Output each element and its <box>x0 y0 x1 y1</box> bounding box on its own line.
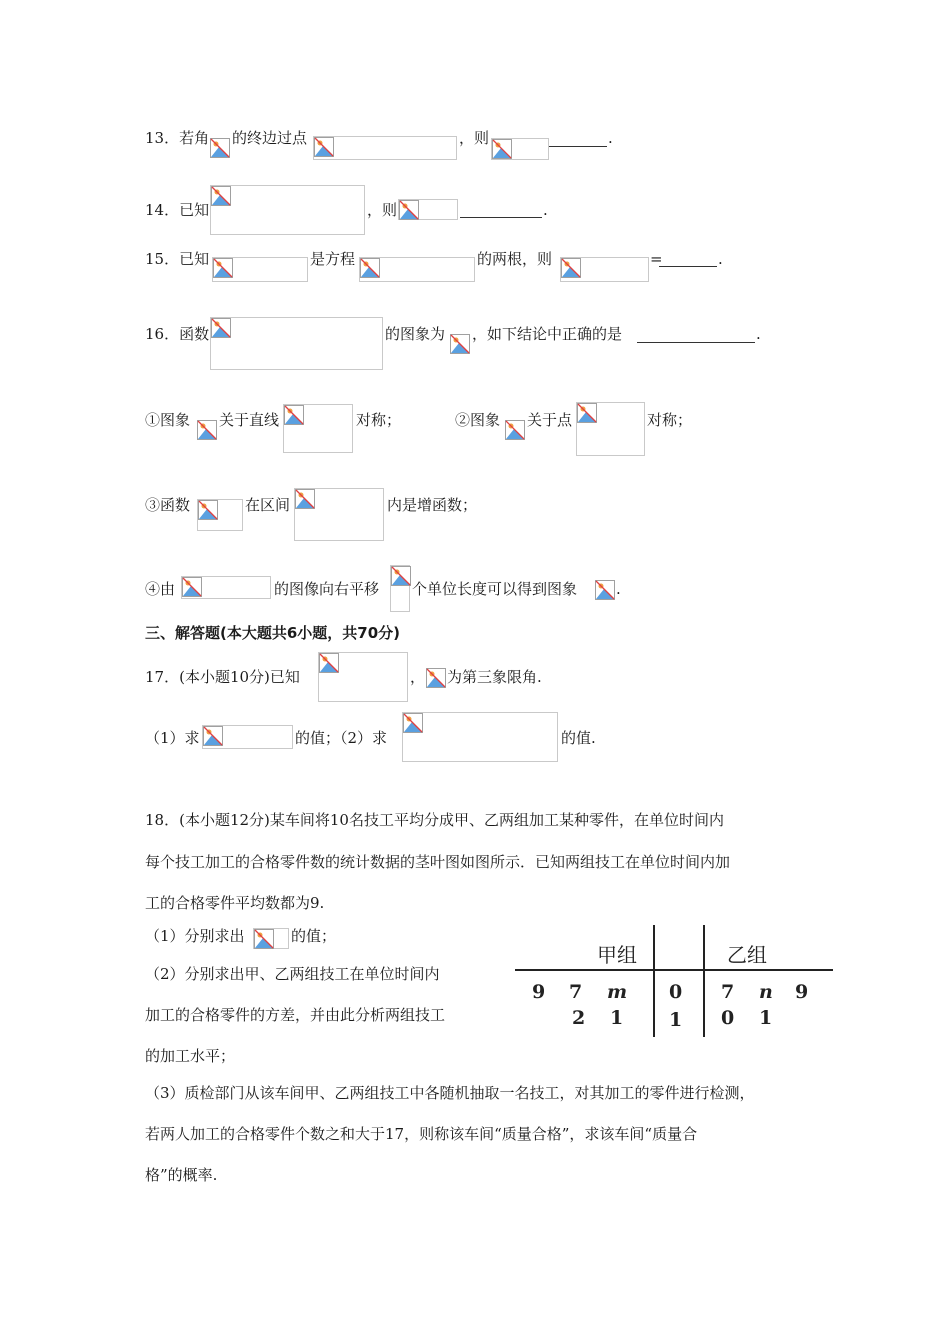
leaf-value: 0 <box>721 1007 735 1029</box>
formula-image <box>491 138 549 160</box>
q17-part-1: （1）求 <box>145 729 200 747</box>
q18-part-2-line-1: （2）分别求出甲、乙两组技工在单位时间内 <box>145 965 440 983</box>
formula-image <box>210 317 383 370</box>
formula-image <box>390 565 410 612</box>
formula-image-icon <box>391 566 411 586</box>
answer-blank <box>460 217 542 218</box>
leaf-value: 1 <box>610 1007 624 1029</box>
header-group-b: 乙组 <box>727 943 767 967</box>
formula-image-icon <box>426 668 446 688</box>
formula-image-icon <box>203 726 223 746</box>
option-1-text-2: 关于直线 <box>219 411 280 429</box>
formula-image-icon <box>198 500 218 520</box>
option-3-text-3: 内是增函数； <box>387 496 478 514</box>
formula-image <box>359 257 475 282</box>
q17-text-2: ， <box>410 668 426 686</box>
formula-image-icon <box>254 929 274 949</box>
option-2-text-2: 关于点 <box>527 411 573 429</box>
q14-text-3: . <box>543 201 548 219</box>
leaf-value: 7 <box>721 981 735 1003</box>
formula-image <box>197 420 217 440</box>
stem-value: 1 <box>669 1009 683 1031</box>
leaf-value: 7 <box>569 981 583 1003</box>
option-1-text-3: 对称； <box>356 411 402 429</box>
q14-text-2: ，则 <box>367 201 398 219</box>
answer-blank <box>659 266 717 267</box>
formula-image <box>576 402 645 456</box>
formula-image-icon <box>595 580 615 600</box>
q18-part-2-line-3: 的加工水平； <box>145 1047 236 1065</box>
formula-image-icon <box>182 577 202 597</box>
option-4-text-3: 个单位长度可以得到图象 <box>412 580 578 598</box>
formula-image <box>313 136 457 160</box>
formula-image-icon <box>450 334 470 354</box>
stem-divider-left <box>653 925 655 1037</box>
header-divider <box>515 969 833 971</box>
stem-divider-right <box>703 925 705 1037</box>
formula-image-icon <box>197 420 217 440</box>
leaf-value: 9 <box>795 981 809 1003</box>
q18-part-1: （1）分别求出 <box>145 927 245 945</box>
formula-image-icon <box>213 258 233 278</box>
formula-image <box>560 257 649 282</box>
option-4-text: ④由 <box>145 580 176 598</box>
formula-image <box>398 199 458 220</box>
formula-image <box>595 580 615 600</box>
q18-line-3: 工的合格零件平均数都为9. <box>145 894 325 912</box>
formula-image-icon <box>492 139 512 159</box>
formula-image <box>197 499 243 531</box>
formula-image-icon <box>399 200 419 220</box>
q18-part-2-line-2: 加工的合格零件的方差，并由此分析两组技工 <box>145 1006 446 1024</box>
q16-text-4: . <box>756 325 761 343</box>
stem-value: 0 <box>669 981 683 1003</box>
option-2-text: ②图象 <box>455 411 501 429</box>
formula-image-icon <box>319 653 339 673</box>
q17-text-3: 为第三象限角. <box>447 668 542 686</box>
q15-text: 15．已知 <box>145 250 210 268</box>
option-1-text: ①图象 <box>145 411 191 429</box>
leaf-value: 2 <box>572 1007 586 1029</box>
q14-text: 14．已知 <box>145 201 210 219</box>
formula-image <box>294 488 384 541</box>
q15-text-2: 是方程 <box>310 250 356 268</box>
section-title: 三、解答题(本大题共6小题，共70分) <box>145 624 401 642</box>
formula-image <box>210 185 365 235</box>
leaf-value: n <box>759 981 773 1003</box>
formula-image <box>212 257 308 282</box>
q17-part-3: 的值. <box>561 729 596 747</box>
formula-image-icon <box>295 489 315 509</box>
formula-image <box>202 725 293 749</box>
formula-image-icon <box>284 405 304 425</box>
q18-part-3-line-3: 格”的概率. <box>145 1166 218 1184</box>
formula-image <box>283 404 353 453</box>
q18-line-1: 18．(本小题12分)某车间将10名技工平均分成甲、乙两组加工某种零件，在单位时间内 <box>145 811 724 829</box>
q13-text-4: . <box>608 129 613 147</box>
formula-image <box>253 928 289 949</box>
formula-image-icon <box>505 420 525 440</box>
option-3-text: ③函数 <box>145 496 191 514</box>
q18-part-3-line-1: （3）质检部门从该车间甲、乙两组技工中各随机抽取一名技工，对其加工的零件进行检测， <box>145 1084 755 1102</box>
q16-text-2: 的图象为 <box>385 325 446 343</box>
answer-blank <box>637 342 755 343</box>
formula-image-icon <box>403 713 423 733</box>
leaf-value: 1 <box>759 1007 773 1029</box>
formula-image <box>318 652 408 702</box>
option-2-text-3: 对称； <box>647 411 693 429</box>
answer-blank <box>549 146 607 147</box>
leaf-value: m <box>607 981 628 1003</box>
option-4-text-4: . <box>616 580 621 598</box>
q13-text-2: 的终边过点 <box>232 129 308 147</box>
formula-image <box>450 334 470 354</box>
formula-image-icon <box>211 318 231 338</box>
header-group-a: 甲组 <box>597 943 637 967</box>
formula-image <box>402 712 558 762</box>
formula-image <box>426 668 446 688</box>
q13-text-3: ，则 <box>459 129 490 147</box>
formula-image-icon <box>211 186 231 206</box>
formula-image-icon <box>360 258 380 278</box>
q15-text-5: . <box>718 250 723 268</box>
option-3-text-2: 在区间 <box>245 496 291 514</box>
q17-text: 17．(本小题10分)已知 <box>145 668 300 686</box>
formula-image-icon <box>314 137 334 157</box>
formula-image <box>181 576 271 599</box>
formula-image-icon <box>577 403 597 423</box>
formula-image-icon <box>210 138 230 158</box>
q18-line-2: 每个技工加工的合格零件数的统计数据的茎叶图如图所示．已知两组技工在单位时间内加 <box>145 853 731 871</box>
q16-text: 16．函数 <box>145 325 210 343</box>
formula-image-icon <box>561 258 581 278</box>
q13-text: 13．若角 <box>145 129 210 147</box>
q15-text-4: = <box>650 250 663 268</box>
q15-text-3: 的两根，则 <box>477 250 553 268</box>
formula-image <box>505 420 525 440</box>
q17-part-2: 的值；（2）求 <box>295 729 388 747</box>
q16-text-3: ，如下结论中正确的是 <box>472 325 623 343</box>
leaf-value: 9 <box>532 981 546 1003</box>
option-4-text-2: 的图像向右平移 <box>274 580 380 598</box>
stem-leaf-plot <box>515 925 835 1040</box>
q18-part-3-line-2: 若两人加工的合格零件个数之和大于17，则称该车间“质量合格”，求该车间“质量合 <box>145 1125 698 1143</box>
q18-part-1-end: 的值； <box>291 927 337 945</box>
